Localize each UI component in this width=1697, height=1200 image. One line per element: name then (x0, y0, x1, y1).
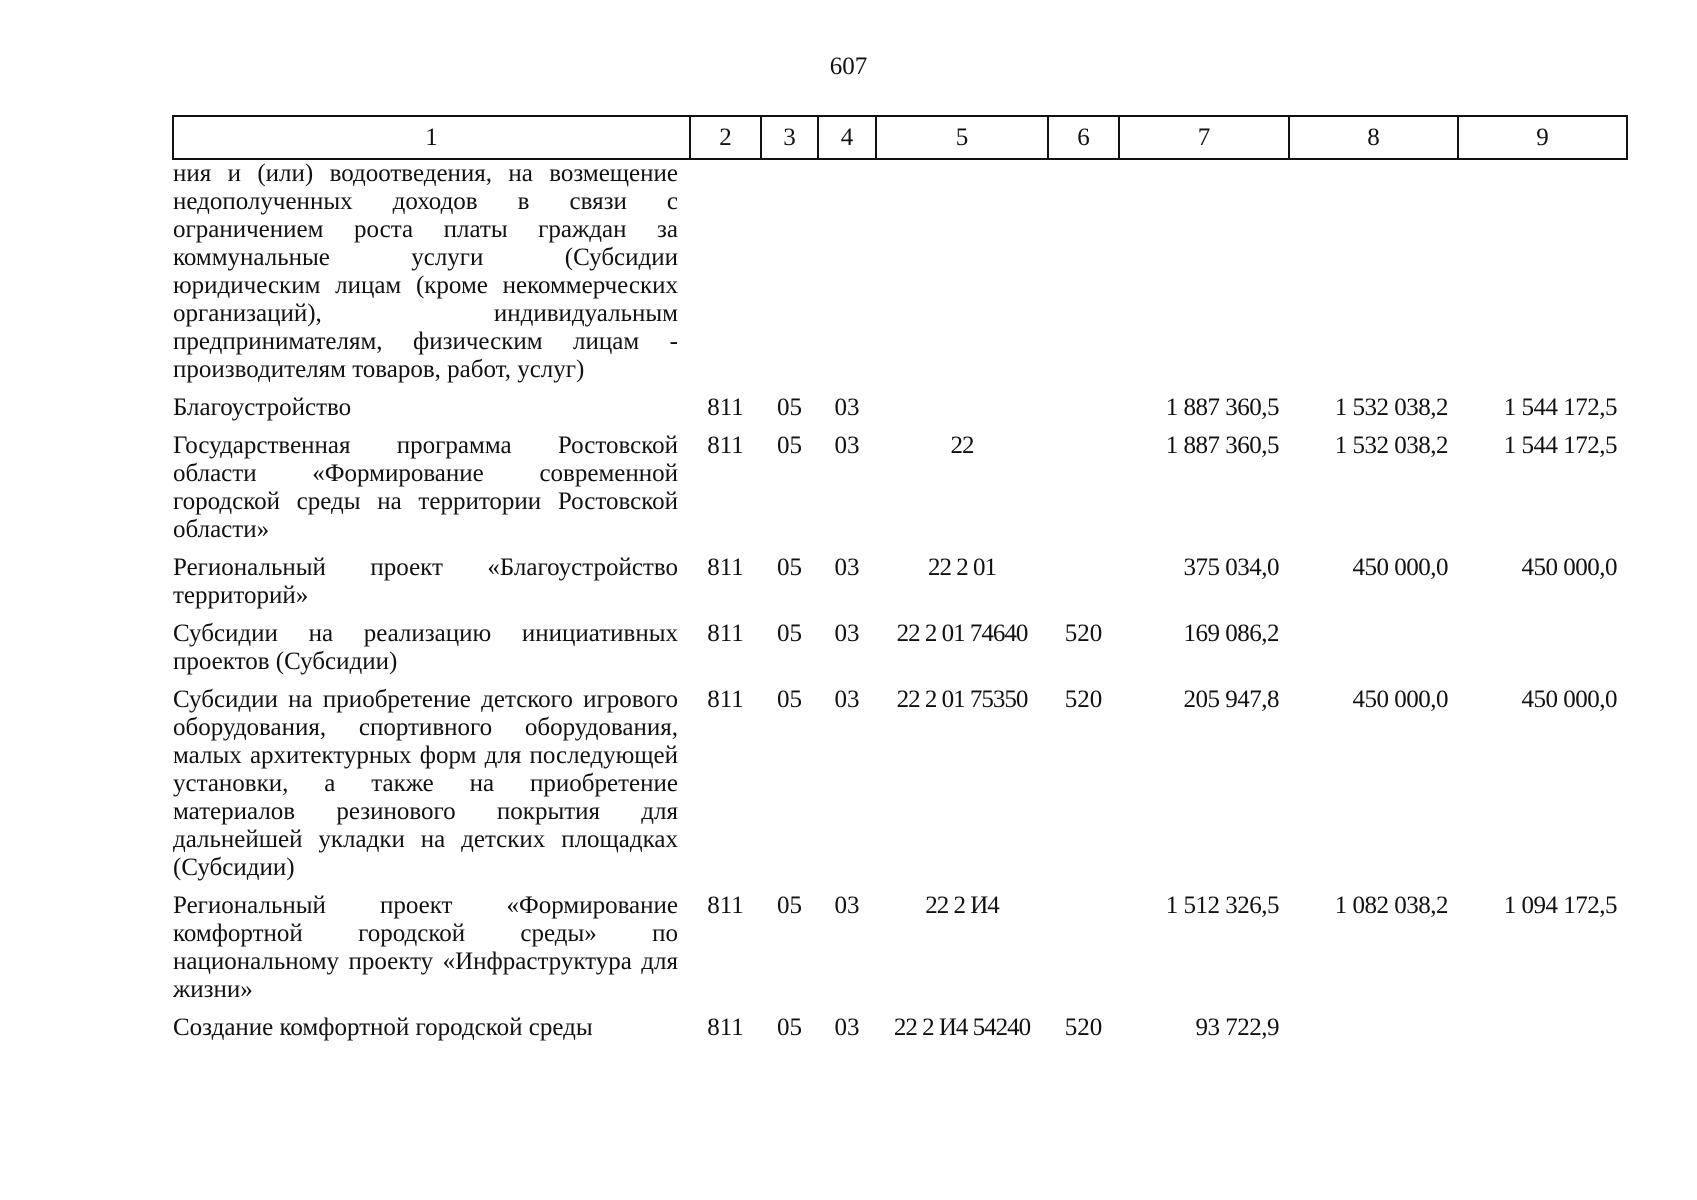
table-row (173, 422, 1627, 544)
cell-pr: 03 (834, 620, 860, 647)
cell-amount-3 (1458, 1004, 1627, 1042)
cell-amount-2 (1289, 159, 1458, 384)
cell-rz: 05 (777, 432, 802, 459)
cell-rz: 05 (777, 892, 802, 919)
cell-csr: 22 (950, 432, 974, 459)
cell-amount-2: 1 532 038,2 (1334, 394, 1448, 421)
cell-amount-1: 205 947,8 (1183, 686, 1279, 713)
column-header: 9 (1458, 116, 1627, 159)
cell-vr (1048, 882, 1119, 1004)
cell-amount-1: 1 512 326,5 (1165, 892, 1279, 919)
cell-amount-2 (1289, 1004, 1458, 1042)
column-header: 8 (1289, 116, 1458, 159)
cell-amount-3: 450 000,0 (1521, 554, 1617, 581)
row-name: Региональный проект «Формирование комфортной городской среды» по национальному проекту «Инфраструктура для жизни» (173, 892, 678, 1003)
cell-rz: 05 (777, 1014, 802, 1041)
cell-amount-2: 450 000,0 (1352, 554, 1448, 581)
row-name: Благоустройство (173, 394, 352, 421)
table-row (173, 384, 1627, 422)
cell-csr: 22 2 И4 54240 (893, 1014, 1031, 1041)
column-header: 4 (818, 116, 876, 159)
cell-amount-2: 1 532 038,2 (1334, 432, 1448, 459)
cell-pr: 03 (834, 686, 860, 713)
cell-csr (876, 384, 1048, 422)
row-name: Субсидии на реализацию инициативных проектов (Субсидии) (173, 620, 678, 675)
cell-amount-3: 1 544 172,5 (1503, 432, 1617, 459)
cell-amount-1: 375 034,0 (1183, 554, 1279, 581)
cell-vr (1048, 422, 1119, 544)
cell-csr (876, 159, 1048, 384)
cell-amount-2 (1289, 610, 1458, 676)
table-row (173, 1004, 1627, 1042)
row-name: Субсидии на приобретение детского игрового оборудования, спортивного оборудования, малых архитектурных форм для последующей установки, а также на приобретение материалов резинового покрытия для дальнейшей укладки на детских площадках (Субсидии) (173, 686, 678, 881)
cell-amount-3 (1458, 159, 1627, 384)
cell-ved (690, 159, 761, 384)
cell-pr: 03 (834, 394, 860, 421)
column-header: 6 (1048, 116, 1119, 159)
cell-amount-1 (1119, 159, 1289, 384)
budget-table (172, 115, 1628, 1042)
cell-vr: 520 (1064, 620, 1103, 647)
cell-amount-1: 1 887 360,5 (1165, 432, 1279, 459)
cell-rz: 05 (777, 394, 802, 421)
cell-amount-1: 93 722,9 (1195, 1014, 1279, 1041)
cell-vr: 520 (1064, 686, 1103, 713)
cell-pr (818, 159, 876, 384)
cell-ved: 811 (707, 554, 744, 581)
cell-csr: 22 2 01 74640 (896, 620, 1028, 647)
cell-ved: 811 (707, 394, 744, 421)
cell-vr (1048, 159, 1119, 384)
cell-rz: 05 (777, 620, 802, 647)
cell-ved: 811 (707, 620, 744, 647)
cell-csr: 22 2 01 75350 (896, 686, 1028, 713)
cell-vr (1048, 384, 1119, 422)
cell-rz: 05 (777, 686, 802, 713)
column-header: 7 (1119, 116, 1289, 159)
table-row (173, 676, 1627, 882)
cell-vr: 520 (1064, 1014, 1103, 1041)
table-row (173, 544, 1627, 610)
row-name: Создание комфортной городской среды (173, 1014, 593, 1041)
cell-rz: 05 (777, 554, 802, 581)
row-name: ния и (или) водоотведения, на возмещение недополученных доходов в связи с ограничением роста платы граждан за коммунальные услуги (Субсидии юридическим лицам (кроме некоммерческих организаций), индивидуальным предпринимателям, физическим лицам - производителям товаров, работ, услуг) (173, 160, 678, 383)
cell-amount-2: 450 000,0 (1352, 686, 1448, 713)
column-header: 1 (173, 116, 690, 159)
cell-vr (1048, 544, 1119, 610)
table-row (173, 882, 1627, 1004)
header-row (173, 116, 1627, 159)
cell-csr: 22 2 И4 (925, 892, 999, 919)
row-name: Региональный проект «Благоустройство территорий» (173, 554, 678, 609)
cell-ved: 811 (707, 1014, 744, 1041)
table-row (173, 159, 1627, 384)
cell-ved: 811 (707, 686, 744, 713)
cell-amount-1: 1 887 360,5 (1165, 394, 1279, 421)
table-row (173, 610, 1627, 676)
cell-amount-3: 450 000,0 (1521, 686, 1617, 713)
row-name: Государственная программа Ростовской области «Формирование современной городской среды на территории Ростовской области» (173, 432, 678, 543)
cell-rz (761, 159, 818, 384)
cell-pr: 03 (834, 1014, 860, 1041)
cell-pr: 03 (834, 892, 860, 919)
column-header: 3 (761, 116, 818, 159)
cell-ved: 811 (707, 432, 744, 459)
table-header (173, 116, 1627, 159)
cell-amount-3 (1458, 610, 1627, 676)
cell-csr: 22 2 01 (928, 554, 996, 581)
column-header: 2 (690, 116, 761, 159)
cell-amount-1: 169 086,2 (1183, 620, 1279, 647)
cell-pr: 03 (834, 554, 860, 581)
column-header: 5 (876, 116, 1048, 159)
cell-amount-3: 1 544 172,5 (1503, 394, 1617, 421)
cell-pr: 03 (834, 432, 860, 459)
page-number: 607 (829, 53, 868, 80)
cell-amount-3: 1 094 172,5 (1503, 892, 1617, 919)
cell-ved: 811 (707, 892, 744, 919)
cell-amount-2: 1 082 038,2 (1334, 892, 1448, 919)
table-body (173, 159, 1627, 1042)
